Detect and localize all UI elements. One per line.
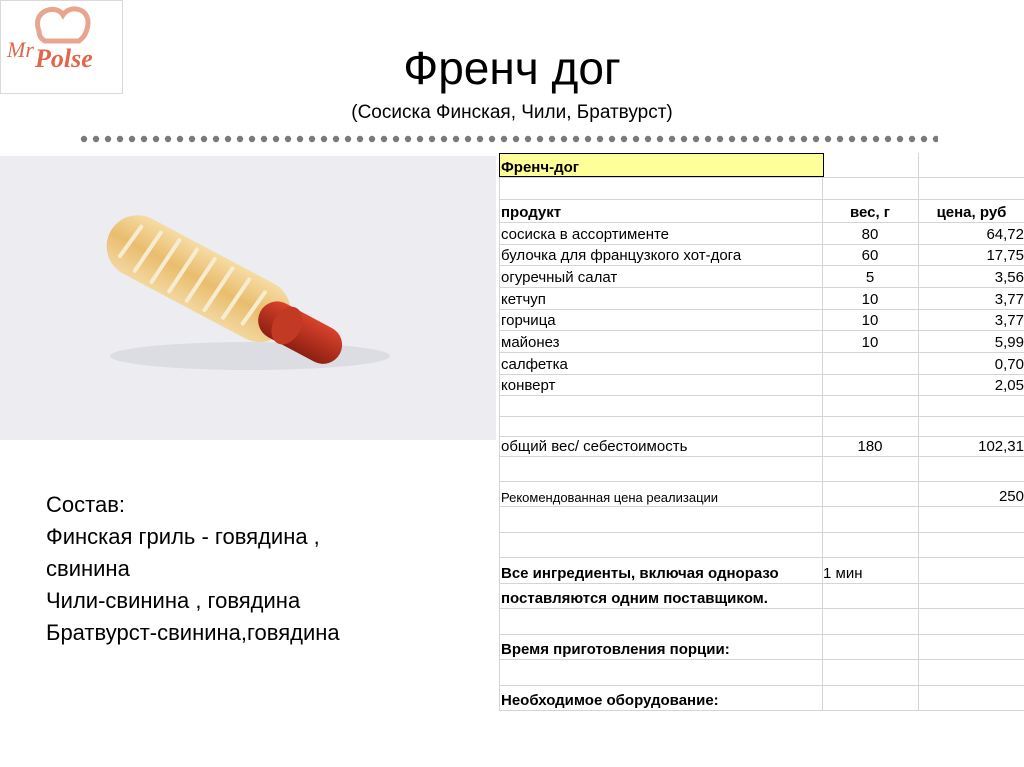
divider-dot (681, 136, 687, 142)
divider-dot (921, 136, 927, 142)
table-row (499, 331, 1024, 353)
divider-dot (465, 136, 471, 142)
divider-dot (513, 136, 519, 142)
divider-dot (801, 136, 807, 142)
divider-dot (369, 136, 375, 142)
total-price: 102,31 (978, 438, 1024, 455)
divider-dot (693, 136, 699, 142)
divider-dot (129, 136, 135, 142)
divider-dot (429, 136, 435, 142)
hotdog-photo (0, 156, 496, 440)
composition-line: Состав: (46, 492, 125, 517)
divider-dot (249, 136, 255, 142)
divider-dot (153, 136, 159, 142)
divider-dot (585, 136, 591, 142)
divider-dot (189, 136, 195, 142)
recommended-row (499, 482, 1024, 507)
divider-dot (273, 136, 279, 142)
product-weight: 10 (861, 312, 879, 329)
column-header-weight: вес, г (849, 204, 891, 221)
divider-dot (321, 136, 327, 142)
divider-dot (705, 136, 711, 142)
divider-dot (717, 136, 723, 142)
divider-dot (297, 136, 303, 142)
divider-dot (165, 136, 171, 142)
divider-dot (393, 136, 399, 142)
divider-dot (765, 136, 771, 142)
empty-row (499, 507, 1024, 533)
product-name: огуречный салат (501, 269, 618, 286)
divider-dot (285, 136, 291, 142)
empty-row (499, 396, 1024, 417)
product-price: 17,75 (986, 247, 1024, 264)
column-header-product: продукт (501, 204, 562, 221)
equipment-label: Необходимое оборудование: (501, 692, 719, 709)
product-price: 2,05 (994, 377, 1024, 394)
equipment-row (499, 686, 1024, 711)
recommended-price-label: Рекомендованная цена реализации (501, 490, 719, 505)
divider-dot (741, 136, 747, 142)
product-price: 0,70 (994, 356, 1024, 373)
divider-dot (789, 136, 795, 142)
supplier-note: поставляются одним поставщиком. (501, 590, 768, 607)
divider-dot (729, 136, 735, 142)
divider-dot (849, 136, 855, 142)
header-row (499, 200, 1024, 223)
empty-row (499, 457, 1024, 482)
divider-dot (345, 136, 351, 142)
divider-dot (909, 136, 915, 142)
divider-dot (777, 136, 783, 142)
product-weight (823, 375, 917, 395)
divider-dot (141, 136, 147, 142)
composition-line: свинина (46, 556, 130, 581)
product-name: конверт (501, 377, 556, 394)
prep-time-row (499, 635, 1024, 660)
divider-dot (93, 136, 99, 142)
divider-dot (261, 136, 267, 142)
divider-dot (609, 136, 615, 142)
product-weight: 80 (861, 226, 879, 243)
divider-dot (837, 136, 843, 142)
note-row (499, 558, 1024, 584)
table-row (499, 266, 1024, 288)
divider-dot (489, 136, 495, 142)
product-weight: 60 (861, 247, 879, 264)
product-name: горчица (501, 312, 556, 329)
divider-dot (525, 136, 531, 142)
note-row (499, 584, 1024, 609)
table-row (499, 353, 1024, 375)
sheet-title: Френч-дог (501, 159, 580, 176)
product-name: кетчуп (501, 291, 546, 308)
table-row (499, 223, 1024, 245)
divider-dot (417, 136, 423, 142)
divider-dot (933, 136, 938, 142)
composition-line: Финская гриль - говядина , (46, 524, 320, 549)
ingredients-note: Все ингредиенты, включая одноразо (501, 565, 779, 582)
page-title: Френч дог (403, 42, 621, 94)
product-price: 5,99 (994, 334, 1024, 351)
divider-dot (873, 136, 879, 142)
divider-dot (657, 136, 663, 142)
empty-row (499, 660, 1024, 686)
total-label: общий вес/ себестоимость (501, 438, 688, 455)
divider-dot (645, 136, 651, 142)
empty-row (499, 533, 1024, 558)
divider-dot (309, 136, 315, 142)
divider-dot (885, 136, 891, 142)
dotted-divider (78, 133, 938, 145)
product-price: 3,77 (994, 291, 1024, 308)
product-name: салфетка (501, 356, 568, 373)
divider-dot (381, 136, 387, 142)
divider-dot (213, 136, 219, 142)
divider-dot (633, 136, 639, 142)
divider-dot (537, 136, 543, 142)
divider-dot (621, 136, 627, 142)
divider-dot (549, 136, 555, 142)
product-price: 64,72 (986, 226, 1024, 243)
product-weight (823, 353, 917, 374)
total-row (499, 437, 1024, 457)
divider-dot (117, 136, 123, 142)
cost-spreadsheet (499, 153, 1024, 711)
product-name: сосиска в ассортименте (501, 226, 670, 243)
divider-dot (81, 136, 87, 142)
divider-dot (333, 136, 339, 142)
divider-dot (561, 136, 567, 142)
table-row (499, 288, 1024, 310)
logo-text-mr: Mr (7, 37, 34, 62)
divider-dot (441, 136, 447, 142)
divider-dot (825, 136, 831, 142)
divider-dot (669, 136, 675, 142)
divider-dot (477, 136, 483, 142)
product-name: майонез (501, 334, 560, 351)
note-extra: 1 мин (823, 565, 863, 582)
divider-dot (201, 136, 207, 142)
divider-dot (357, 136, 363, 142)
composition-text (46, 489, 486, 649)
divider-dot (597, 136, 603, 142)
table-row (499, 245, 1024, 266)
empty-row (499, 417, 1024, 437)
product-name: булочка для французкого хот-дога (501, 247, 742, 264)
composition-line: Чили-свинина , говядина (46, 588, 301, 613)
empty-row (499, 609, 1024, 635)
product-weight: 10 (861, 291, 879, 308)
page-subtitle: (Сосиска Финская, Чили, Братвурст) (351, 102, 673, 123)
divider-dot (573, 136, 579, 142)
table-row (499, 375, 1024, 396)
prep-time-label: Время приготовления порции: (501, 641, 730, 658)
divider-dot (861, 136, 867, 142)
recommended-price: 250 (998, 488, 1024, 505)
column-header-price: цена, руб (936, 204, 1007, 221)
divider-dot (105, 136, 111, 142)
divider-dot (453, 136, 459, 142)
composition-line: Братвурст-свинина,говядина (46, 620, 340, 645)
table-row (499, 310, 1024, 331)
divider-dot (897, 136, 903, 142)
product-weight: 5 (865, 269, 875, 286)
divider-dot (501, 136, 507, 142)
divider-dot (813, 136, 819, 142)
divider-dot (405, 136, 411, 142)
product-price: 3,56 (994, 269, 1024, 286)
logo-text-polse: Polse (35, 44, 93, 73)
total-weight: 180 (857, 438, 883, 455)
divider-dot (237, 136, 243, 142)
empty-row (499, 178, 1024, 200)
product-weight: 10 (861, 334, 879, 351)
divider-dot (177, 136, 183, 142)
sheet-title-row (499, 153, 1024, 178)
divider-dot (753, 136, 759, 142)
product-price: 3,77 (994, 312, 1024, 329)
divider-dot (225, 136, 231, 142)
